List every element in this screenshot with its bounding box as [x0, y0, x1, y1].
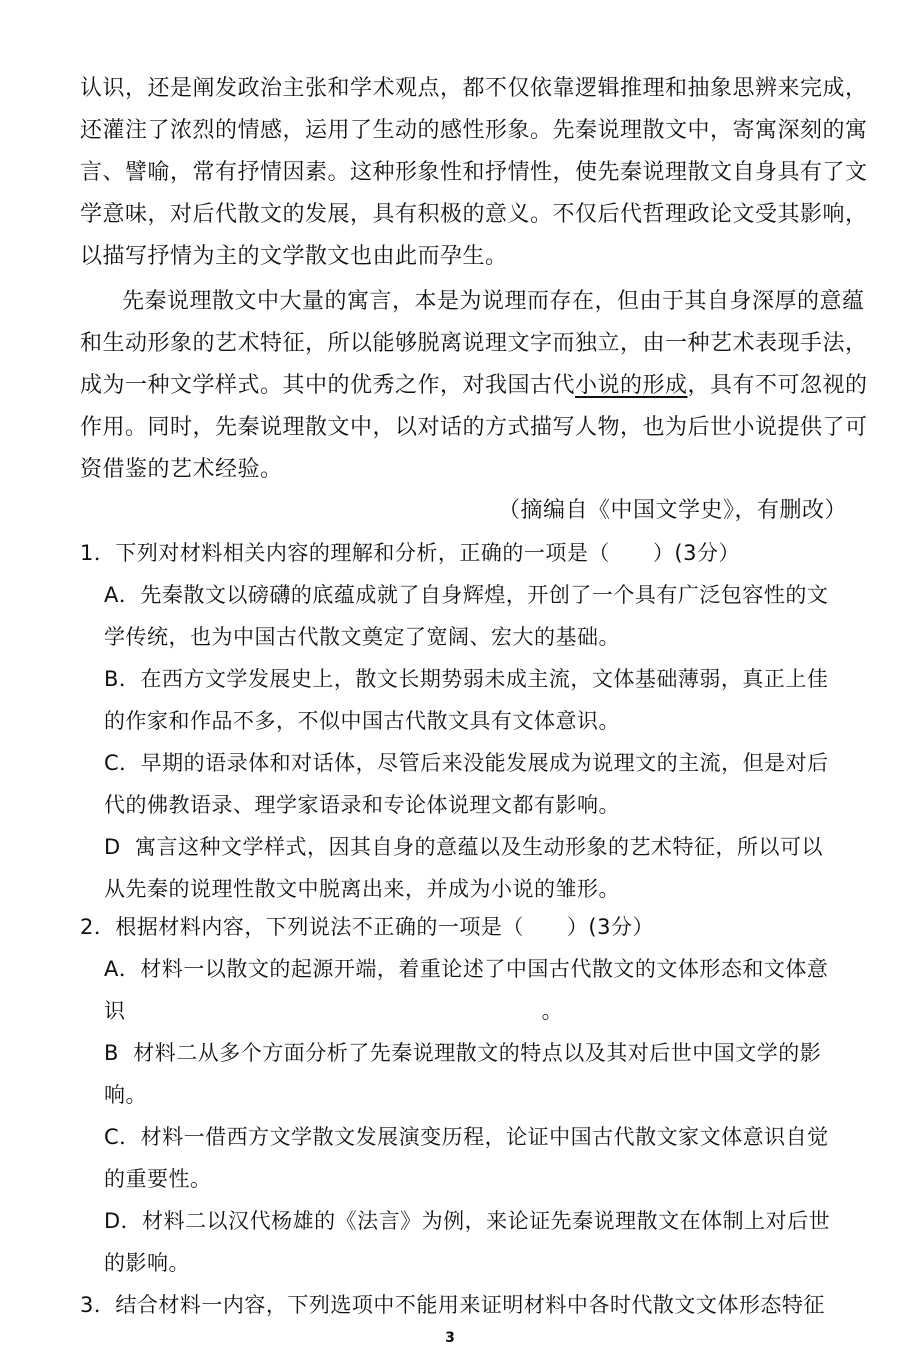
passage-line: 资借鉴的艺术经验。 [80, 457, 283, 482]
question-2-option: B 材料二从多个方面分析了先秦说理散文的特点以及其对后世中国文学的影 [104, 1041, 822, 1065]
passage-text: 成为一种文学样式。其中的优秀之作，对我国古代 [80, 373, 576, 398]
question-2-option: 的重要性。 [104, 1167, 212, 1191]
question-1-option: 从先秦的说理性散文中脱离出来，并成为小说的雏形。 [104, 877, 620, 901]
passage-text: ，具有不可忽视的 [687, 373, 868, 398]
question-1-option: D 寓言这种文学样式，因其自身的意蕴以及生动形象的艺术特征，所以可以 [104, 835, 824, 859]
question-1-stem: 1．下列对材料相关内容的理解和分析，正确的一项是（ ）(3分） [80, 541, 740, 565]
question-2-option: D．材料二以汉代杨雄的《法言》为例，来论证先秦说理散文在体制上对后世 [104, 1209, 831, 1233]
passage-line: 言、譬喻，常有抒情因素。这种形象性和抒情性，使先秦说理散文自身具有了文 [80, 160, 868, 185]
question-1-option: B．在西方文学发展史上，散文长期势弱未成主流，文体基础薄弱，真正上佳 [104, 667, 829, 691]
passage-line: 和生动形象的艺术特征，所以能够脱离说理文字而独立，由一种艺术表现手法， [80, 331, 868, 356]
question-1-option: C．早期的语录体和对话体，尽管后来没能发展成为说理文的主流，但是对后 [104, 751, 829, 775]
passage-line: 作用。同时，先秦说理散文中，以对话的方式描写人物，也为后世小说提供了可 [80, 415, 868, 440]
question-1-option: 的作家和作品不多，不似中国古代散文具有文体意识。 [104, 709, 620, 733]
passage-line: 以描写抒情为主的文学散文也由此而孕生。 [80, 244, 508, 269]
underlined-phrase: 小说的形成 [575, 373, 688, 398]
question-3-stem: 3．结合材料一内容，下列选项中不能用来证明材料中各时代散文文体形态特征 [80, 1293, 825, 1317]
passage-line: 认识，还是阐发政治主张和学术观点，都不仅依靠逻辑推理和抽象思辨来完成， [80, 76, 868, 101]
question-1-option: 代的佛教语录、理学家语录和专论体说理文都有影响。 [104, 793, 620, 817]
question-2-option: 识 。 [104, 999, 564, 1023]
passage-line-underlined [80, 371, 868, 401]
page-number: 3 [445, 1330, 455, 1346]
passage-line: 还灌注了浓烈的情感，运用了生动的感性形象。先秦说理散文中，寄寓深刻的寓 [80, 118, 868, 143]
passage-line: 先秦说理散文中大量的寓言，本是为说理而存在，但由于其自身深厚的意蕴 [122, 289, 865, 314]
question-1-option: A．先秦散文以磅礴的底蕴成就了自身辉煌，开创了一个具有广泛包容性的文 [104, 583, 829, 607]
question-2-stem: 2．根据材料内容，下列说法不正确的一项是（ ）(3分） [80, 915, 654, 939]
question-1-option: 学传统，也为中国古代散文奠定了宽阔、宏大的基础。 [104, 625, 620, 649]
question-2-option: 响。 [104, 1083, 147, 1107]
passage-line: 学意味，对后代散文的发展，具有积极的意义。不仅后代哲理政论文受其影响， [80, 202, 868, 227]
question-2-option: 的影响。 [104, 1251, 190, 1275]
source-citation: （摘编自《中国文学史》，有删改） [498, 498, 848, 523]
question-2-option: A．材料一以散文的起源开端，着重论述了中国古代散文的文体形态和文体意 [104, 957, 829, 981]
question-2-option: C．材料一借西方文学散文发展演变历程，论证中国古代散文家文体意识自觉 [104, 1125, 829, 1149]
